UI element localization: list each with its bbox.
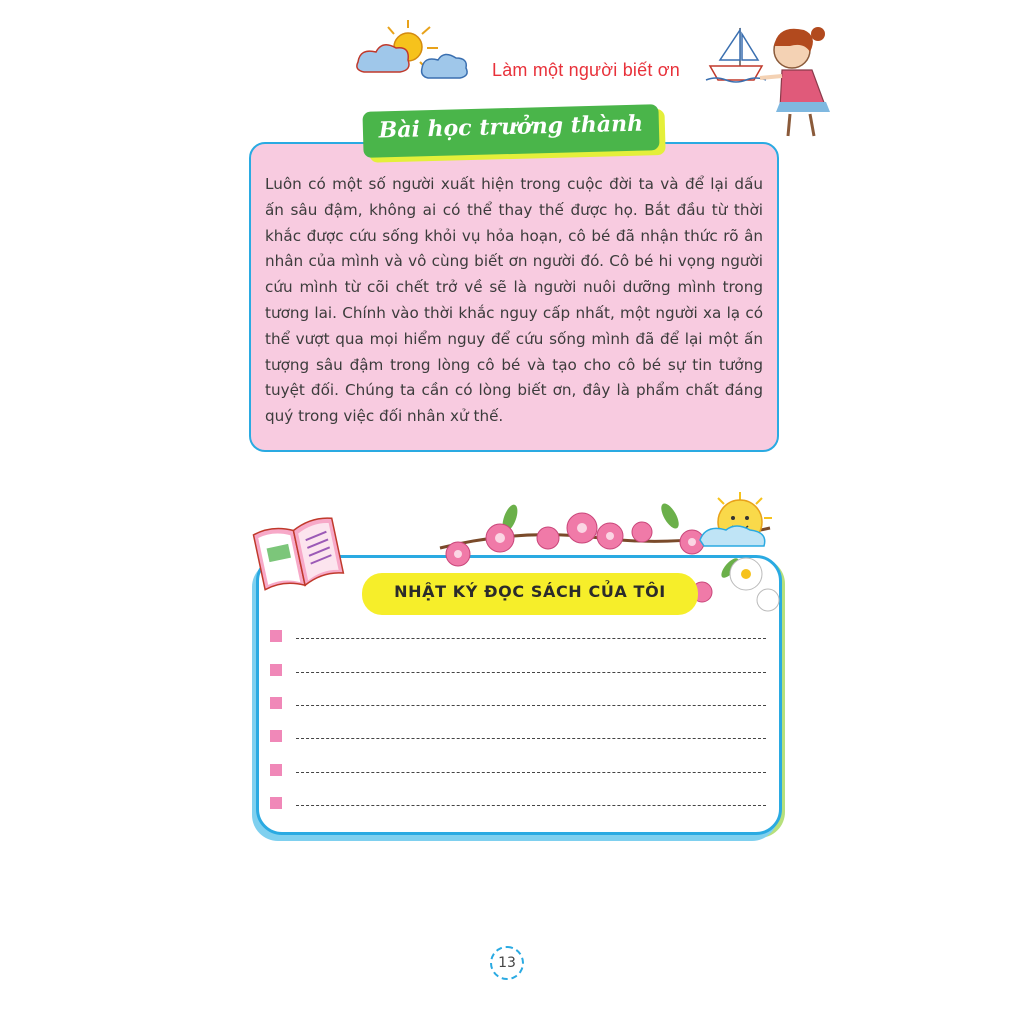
bullet-square-icon xyxy=(270,664,282,676)
open-book-icon xyxy=(250,512,346,592)
page-header-title: Làm một người biết ơn xyxy=(492,60,680,80)
diary-title: NHẬT KÝ ĐỌC SÁCH CỦA TÔI xyxy=(394,582,666,601)
diary-entry-line[interactable] xyxy=(270,630,766,644)
diary-entry-line[interactable] xyxy=(270,664,766,678)
bullet-square-icon xyxy=(270,730,282,742)
girl-with-boat-icon xyxy=(700,20,840,140)
bullet-square-icon xyxy=(270,697,282,709)
diary-entry-line[interactable] xyxy=(270,697,766,711)
sun-cloud-icon xyxy=(350,20,480,90)
bullet-square-icon xyxy=(270,797,282,809)
lesson-banner xyxy=(362,104,659,158)
bullet-square-icon xyxy=(270,764,282,776)
page-number: 13 xyxy=(490,946,524,980)
diary-entry-line[interactable] xyxy=(270,730,766,744)
lesson-heading: Bài học trưởng thành xyxy=(378,110,644,144)
lesson-body-text: Luôn có một số người xuất hiện trong cuộc đời ta và để lại dấu ấn sâu đậm, không ai có thể thay thế được họ. Bắt đầu từ thời khắc được cứu sống khỏi vụ hỏa hoạn, cô bé đã nhận thức rõ ân nhân của mình và vô cùng biết ơn người đó. Cô bé hi vọng người cứu mình từ cõi chết trở về sẽ là người nuôi dưỡng mình trong tương lai. Chính vào thời khắc nguy cấp nhất, một người xa lạ có thể vượt qua mọi hiểm nguy để cứu sống mình đã để lại một ấn tượng sâu đậm trong lòng cô bé và tạo cho cô bé sự tin tưởng tuyệt đối. Chúng ta cần có lòng biết ơn, đây là phẩm chất đáng quý trong việc đối nhân xử thế. xyxy=(265,175,763,426)
smiling-sun-icon xyxy=(700,492,772,546)
diary-entry-line[interactable] xyxy=(270,764,766,778)
diary-entry-line[interactable] xyxy=(270,797,766,811)
bullet-square-icon xyxy=(270,630,282,642)
